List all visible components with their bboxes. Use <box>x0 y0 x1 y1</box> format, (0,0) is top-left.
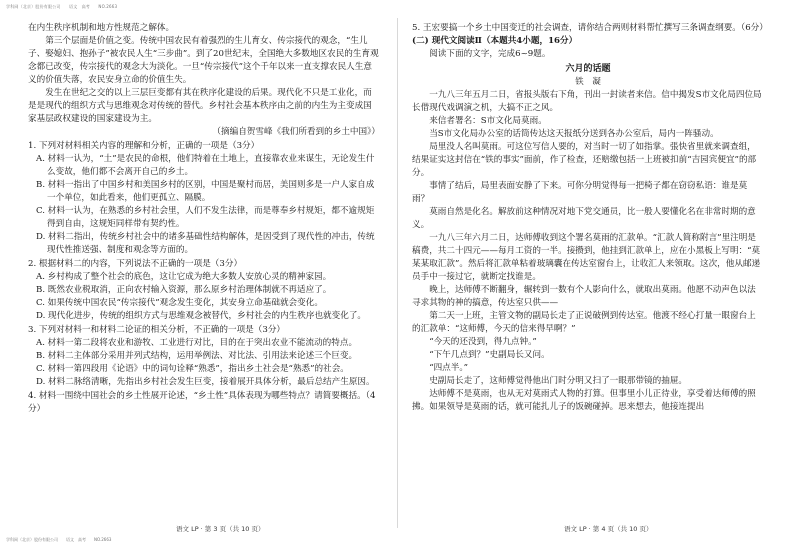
paragraph: 第三个层面是价值之变。传统中国农民有着强烈的生儿育女、传宗接代的观念，“生儿子、娶媳妇、抱孙子”被农民人生“三步曲”。到了20世纪末，全国绝大多数地区农民的生育观念都已改变，传宗接代的观念大为淡化。一旦“传宗接代”这个千年以来一直支撑农民人生意义的价值失落，农民安身立命的价值生失。 <box>28 36 379 85</box>
footer-strip: 学科网（北京）股份有限公司 语文 高考 NO.2663 <box>6 537 112 542</box>
header-strip: 学科网（北京）股份有限公司 语文 高考 NO.2663 <box>6 4 118 9</box>
dialogue: “下午几点到？”史副局长又问。 <box>429 350 550 360</box>
paragraph: 局里没人名叫莫雨。可这位写信人要的，对当时一切了如指掌。張快省里就来调查组，结果证实这封信在“铁的事实”面前，作了检查，还赔缴包括一上班被扣前“吉园宾便宜”的部分。 <box>412 142 757 178</box>
page-number-right: 语文 LP · 第 4 页（共 10 页） <box>564 525 653 533</box>
source-citation: （摘编自贺雪峰《我们所看到的乡土中国》） <box>212 127 380 137</box>
option-3d: D. 材料二脉络清晰，先指出乡村社会发生巨变，接着展开具体分析，最后总结产生原因。 <box>36 377 375 387</box>
option-3c: C. 材料一第四段用《论语》中的词句诠释“熟悉”，指出乡土社会是“熟悉”的社会。 <box>36 364 349 374</box>
page-number-left: 语文 LP · 第 3 页（共 10 页） <box>176 525 265 533</box>
option-1a: A. 材料一认为，“土”是农民的命根，他们特着在土地上，直接靠农业来谋生，无论发生什么变故，他们都不会离开自己的乡土。 <box>36 154 375 177</box>
dialogue: “今天的还没到，得九点钟。” <box>429 337 537 347</box>
paragraph: 来信者署名：S市文化局莫雨。 <box>429 116 547 126</box>
paragraph: 莫雨自然是化名。解放前这种情况对地下党交通员，比一般人要懂化名在非常时期的意义。 <box>412 207 756 230</box>
option-3b: B. 材料二主体部分采用并列式结构，运用举例法、对比法、引用法来论述三个巨变。 <box>36 351 358 361</box>
paragraph: 在内生秩序机制和地方性规范之解体。 <box>28 23 175 33</box>
section-title: (二) 现代文阅读Ⅱ（本题共4小题，16分） <box>412 36 578 46</box>
option-3a: A. 材料一第二段将农业和游牧、工业进行对比，目的在于突出农业不能流动的特点。 <box>36 338 358 348</box>
page-divider <box>397 18 398 528</box>
option-1c: C. 材料一认为，在熟悉的乡村社会里，人们不发生法律，而是尊奉乡村规矩，都不逾规矩得到自由，这规矩同样带有契约性。 <box>36 206 375 229</box>
option-2b: B. 既然农业税取消，正向农村输入资源，那么原乡村治理体制就不再适应了。 <box>36 285 332 295</box>
question-2: 2. 根据材料二的内容，下列说法不正确的一项是（3分） <box>28 259 243 269</box>
left-column <box>28 22 380 416</box>
paragraph: 发生在世纪之交的以上三层巨变都有其在秩序化建设的后果。现代化不只是工业化，而是是现代的组织方式与思维观念对传统的替代。乡村社会基本秩序由之前的内生为主变成国家基层政权建设的国家建设为主。 <box>28 88 372 124</box>
option-2c: C. 如果传统中国农民“传宗接代”观念发生变化，其安身立命基础就会变化。 <box>36 298 323 308</box>
question-4: 4. 材料一围绕中国社会的乡土性展开论述，“乡土性”具体表现为哪些特点？请简要概括。（4分） <box>28 391 376 414</box>
paragraph: 达师傅不是莫雨，也从无对莫雨式人物的打算。但事里小儿正待业，享受着达师傅的照拂。如果领导是莫雨的话，就可能扎儿子的饭碗碰掉。思来想去，他接连提出 <box>412 389 756 412</box>
story-title: 六月的话题 <box>565 64 611 74</box>
option-2d: D. 现代化进步，传统的组织方式与思维观念被替代，乡村社会的内生秩序也就变化了。 <box>36 311 367 321</box>
option-1b: B. 材料一指出了中国乡村和美国乡村的区别，中国是聚村而居，美国则多是一户人家自成一个单位，如此看来，他们更孤立、隔膜。 <box>36 180 375 203</box>
paragraph: 一九八三年六月二日，达师傅收到这个署名莫雨的汇款单。“汇款人简称附言”里注明是稿费，共二十四元——每月工资的一半。接攒到，他挂到汇款单上，应在小黑板上写明：“莫某某取汇款”。然后将汇款单粘着玻璃囊在传达室窗台上，让收汇人来领取。这次，他从邮递员手中一接过它，就断定找谁是。 <box>412 233 761 282</box>
option-2a: A. 乡村构成了整个社会的底色，这让它成为绝大多数人安放心灵的精神家园。 <box>36 272 332 282</box>
question-5: 5. 王宏要搞一个乡土中国变迁的社会调查，请你结合两则材料帮忙撰写三条调查纲要。（6分） <box>412 23 768 33</box>
paragraph: 晚上，达师傅不断翻身，辗转到一数有个人影向什么，就取出莫雨。他愿不动声色以法寻求其物的神的搞意，传达室只供—— <box>412 285 756 308</box>
paragraph: 一九八三年五月二日，省报头版右下角，刊出一封读者来信。信中揭发S市文化局四位局长借现代戏调演之机，大搞不正之风。 <box>412 90 762 113</box>
paragraph: 史副局长走了，这师傅觉得他出门时分明又扫了一眼那带镜的抽屉。 <box>429 376 688 386</box>
option-1d: D. 材料二指出，传统乡村社会中的诸多基础性结构解体，是因受到了现代性的冲击，传统现代性推送强、制度和观念等方面的。 <box>36 232 375 255</box>
dialogue: “四点半。” <box>429 363 469 373</box>
paragraph: 第二天一上班，主管文物的副局长走了正说破例到传达室。他渡不经心打量一眼窗台上的汇款单：“这师傅，今天的信来得早啊？” <box>412 311 756 334</box>
instruction: 阅读下面的文字，完成6~9题。 <box>429 49 551 59</box>
right-column <box>412 22 768 414</box>
author: 铁 凝 <box>575 77 601 87</box>
paragraph: 当S市文化局办公室的话筒传达这天报纸分送到各办公室后，局内一阵骚动。 <box>429 129 719 139</box>
question-1: 1. 下列对材料相关内容的理解和分析，正确的一项是（3分） <box>28 141 260 151</box>
question-3: 3. 下列对材料一和材料二论证的相关分析，不正确的一项是（3分） <box>28 325 286 335</box>
paragraph: 事情了结后，局里表面安静了下来。可你分明觉得每一把椅子都在窃窃私语：谁是莫雨？ <box>412 181 748 204</box>
